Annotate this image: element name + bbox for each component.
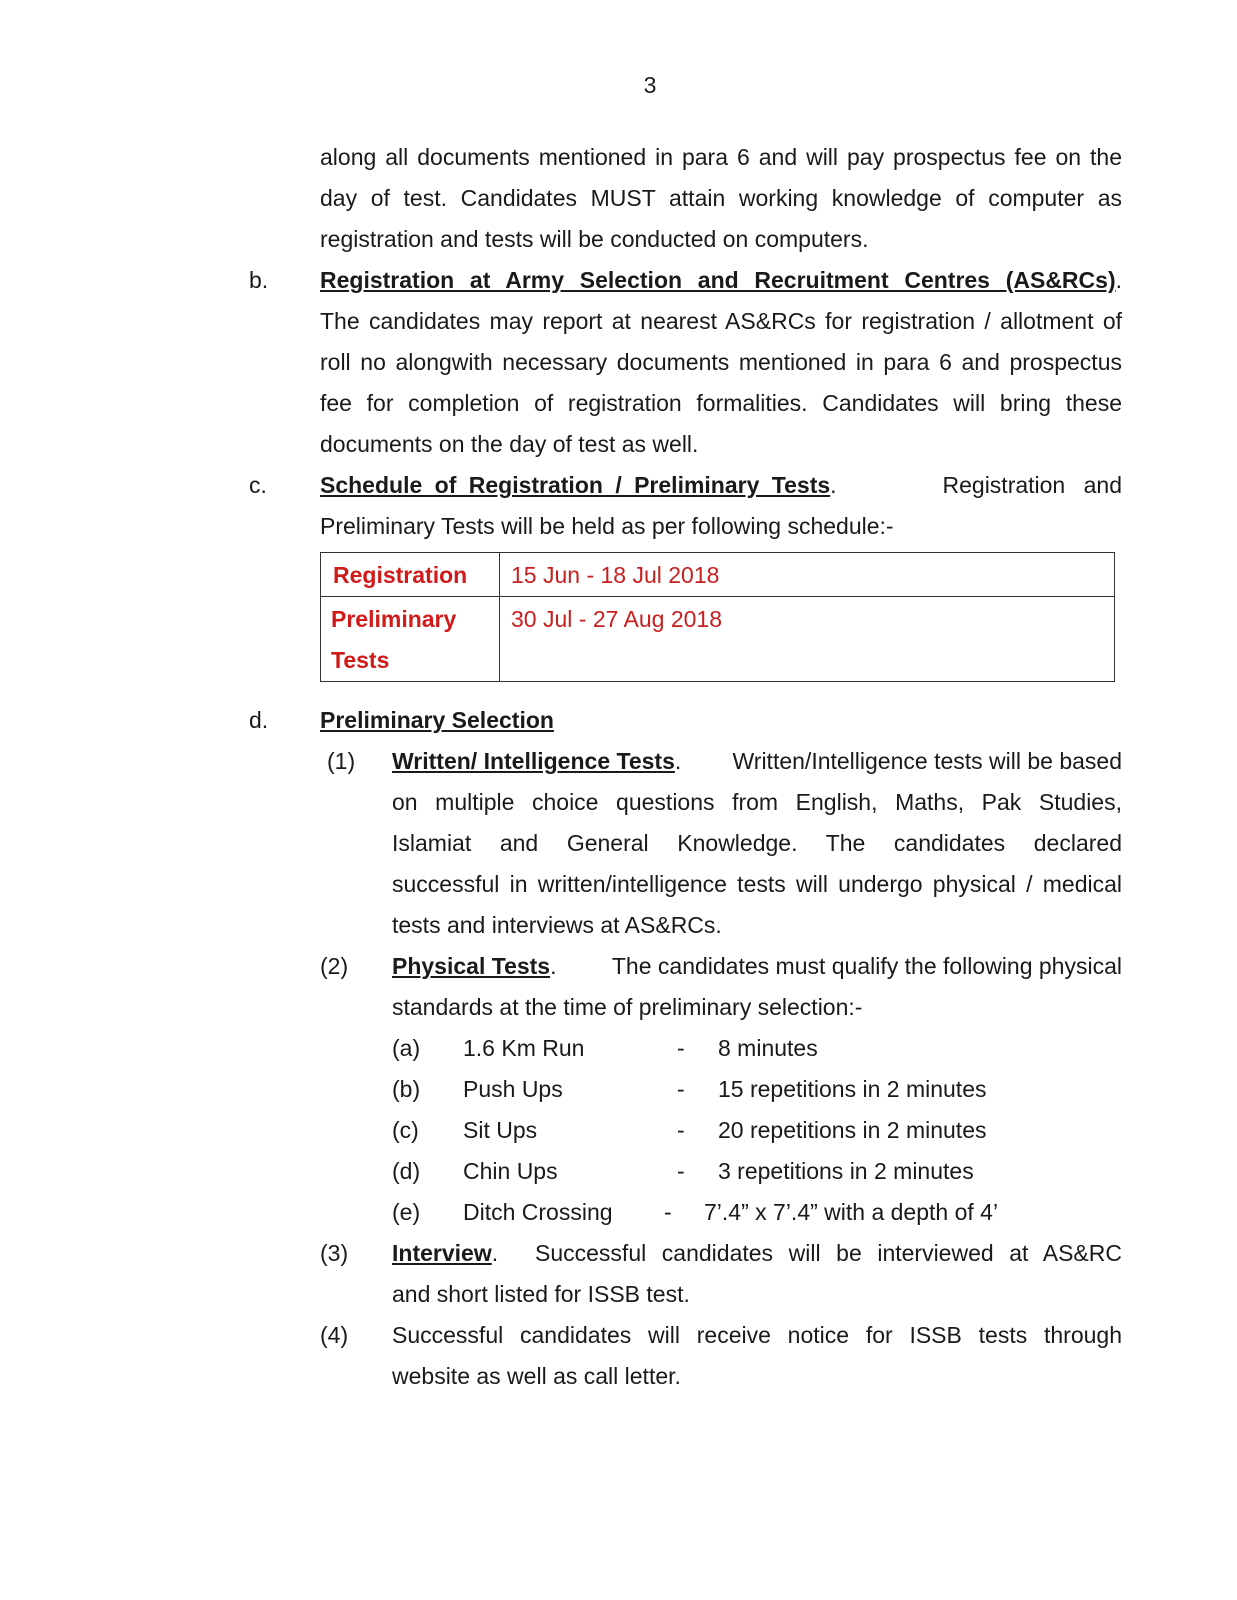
standard-dash: - bbox=[677, 1076, 685, 1102]
standard-name: Sit Ups bbox=[463, 1117, 538, 1143]
item-1-line-4: tests and interviews at AS&RCs. bbox=[392, 912, 722, 938]
para-b-line-1: The candidates may report at nearest AS&RCs for registration / allotment of bbox=[320, 308, 1122, 334]
standard-dash: - bbox=[677, 1117, 685, 1143]
para-c-heading-tail: Registration and bbox=[942, 472, 1122, 498]
item-3-heading-line: Interview. bbox=[392, 1240, 499, 1266]
standard-name: Ditch Crossing bbox=[463, 1199, 613, 1225]
item-4-first-line: Successful candidates will receive notice for ISSB tests through bbox=[392, 1322, 1122, 1348]
standard-name: Push Ups bbox=[463, 1076, 563, 1102]
item-1-heading: Written/ Intelligence Tests bbox=[392, 748, 675, 774]
item-1-first-line-tail: Written/Intelligence tests will be based bbox=[732, 748, 1122, 774]
schedule-value-cell bbox=[500, 553, 1115, 597]
item-2-heading-line: Physical Tests. bbox=[392, 953, 557, 979]
para-d-heading: Preliminary Selection bbox=[320, 707, 554, 733]
schedule-value: 15 Jun - 18 Jul 2018 bbox=[511, 562, 720, 588]
item-3-line-1: and short listed for ISSB test. bbox=[392, 1281, 690, 1307]
schedule-label-cell bbox=[321, 597, 500, 682]
standard-marker: (c) bbox=[392, 1117, 419, 1143]
schedule-value: 30 Jul - 27 Aug 2018 bbox=[511, 606, 722, 632]
para-b-line-3: fee for completion of registration formalities. Candidates will bring these bbox=[320, 390, 1122, 416]
schedule-table bbox=[320, 552, 1115, 682]
standard-dash: - bbox=[677, 1158, 685, 1184]
para-c-line-2: Preliminary Tests will be held as per following schedule:- bbox=[320, 513, 894, 539]
standard-name: Chin Ups bbox=[463, 1158, 558, 1184]
item-4-marker: (4) bbox=[320, 1322, 349, 1348]
standard-name: 1.6 Km Run bbox=[463, 1035, 585, 1061]
schedule-label-cell bbox=[321, 553, 500, 597]
item-4-line-1: website as well as call letter. bbox=[392, 1363, 681, 1389]
standard-marker: (a) bbox=[392, 1035, 421, 1061]
intro-line-2: day of test. Candidates MUST attain working knowledge of computer as bbox=[320, 185, 1122, 211]
standard-value: 7’.4” x 7’.4” with a depth of 4’ bbox=[704, 1199, 999, 1225]
item-2-heading: Physical Tests bbox=[392, 953, 551, 979]
schedule-row-preliminary bbox=[321, 597, 1115, 682]
intro-line-1: along all documents mentioned in para 6 and will pay prospectus fee on the bbox=[320, 144, 1122, 170]
para-b-line-2: roll no alongwith necessary documents mentioned in para 6 and prospectus bbox=[320, 349, 1122, 375]
item-2-line-1: standards at the time of preliminary selection:- bbox=[392, 994, 863, 1020]
standard-value: 8 minutes bbox=[718, 1035, 818, 1061]
para-c-marker: c. bbox=[249, 472, 267, 498]
para-c-heading-line: Schedule of Registration / Preliminary Tests. bbox=[320, 472, 837, 498]
schedule-label: Registration bbox=[333, 562, 468, 588]
item-2-marker: (2) bbox=[320, 953, 349, 979]
page-number: 3 bbox=[643, 72, 657, 98]
standard-dash: - bbox=[677, 1035, 685, 1061]
schedule-label: Preliminary Tests bbox=[331, 606, 457, 673]
item-3-marker: (3) bbox=[320, 1240, 349, 1266]
item-3-first-line-tail: Successful candidates will be interviewed at AS&RC bbox=[535, 1240, 1122, 1266]
para-b-heading-line: Registration at Army Selection and Recruitment Centres (AS&RCs). bbox=[320, 267, 1122, 293]
item-1-line-1: on multiple choice questions from English, Maths, Pak Studies, bbox=[392, 789, 1122, 815]
intro-line-3: registration and tests will be conducted on computers. bbox=[320, 226, 869, 252]
para-b-marker: b. bbox=[249, 267, 269, 293]
para-b-line-4: documents on the day of test as well. bbox=[320, 431, 699, 457]
standard-dash: - bbox=[664, 1199, 672, 1225]
item-1-marker: (1) bbox=[327, 748, 356, 774]
item-1-line-3: successful in written/intelligence tests will undergo physical / medical bbox=[392, 871, 1122, 897]
schedule-row-registration bbox=[321, 553, 1115, 597]
standard-marker: (e) bbox=[392, 1199, 421, 1225]
item-1-heading-line: Written/ Intelligence Tests. bbox=[392, 748, 682, 774]
para-b-heading: Registration at Army Selection and Recruitment Centres (AS&RCs) bbox=[320, 267, 1116, 293]
item-2-first-line-tail: The candidates must qualify the following physical bbox=[611, 953, 1122, 979]
standard-value: 20 repetitions in 2 minutes bbox=[718, 1117, 987, 1143]
item-3-heading: Interview bbox=[392, 1240, 492, 1266]
schedule-value-cell bbox=[500, 597, 1115, 682]
standard-value: 3 repetitions in 2 minutes bbox=[718, 1158, 974, 1184]
standard-marker: (b) bbox=[392, 1076, 421, 1102]
para-c-heading: Schedule of Registration / Preliminary Tests bbox=[320, 472, 831, 498]
item-1-line-2: Islamiat and General Knowledge. The candidates declared bbox=[392, 830, 1122, 856]
standard-marker: (d) bbox=[392, 1158, 421, 1184]
para-d-marker: d. bbox=[249, 707, 269, 733]
standard-value: 15 repetitions in 2 minutes bbox=[718, 1076, 987, 1102]
